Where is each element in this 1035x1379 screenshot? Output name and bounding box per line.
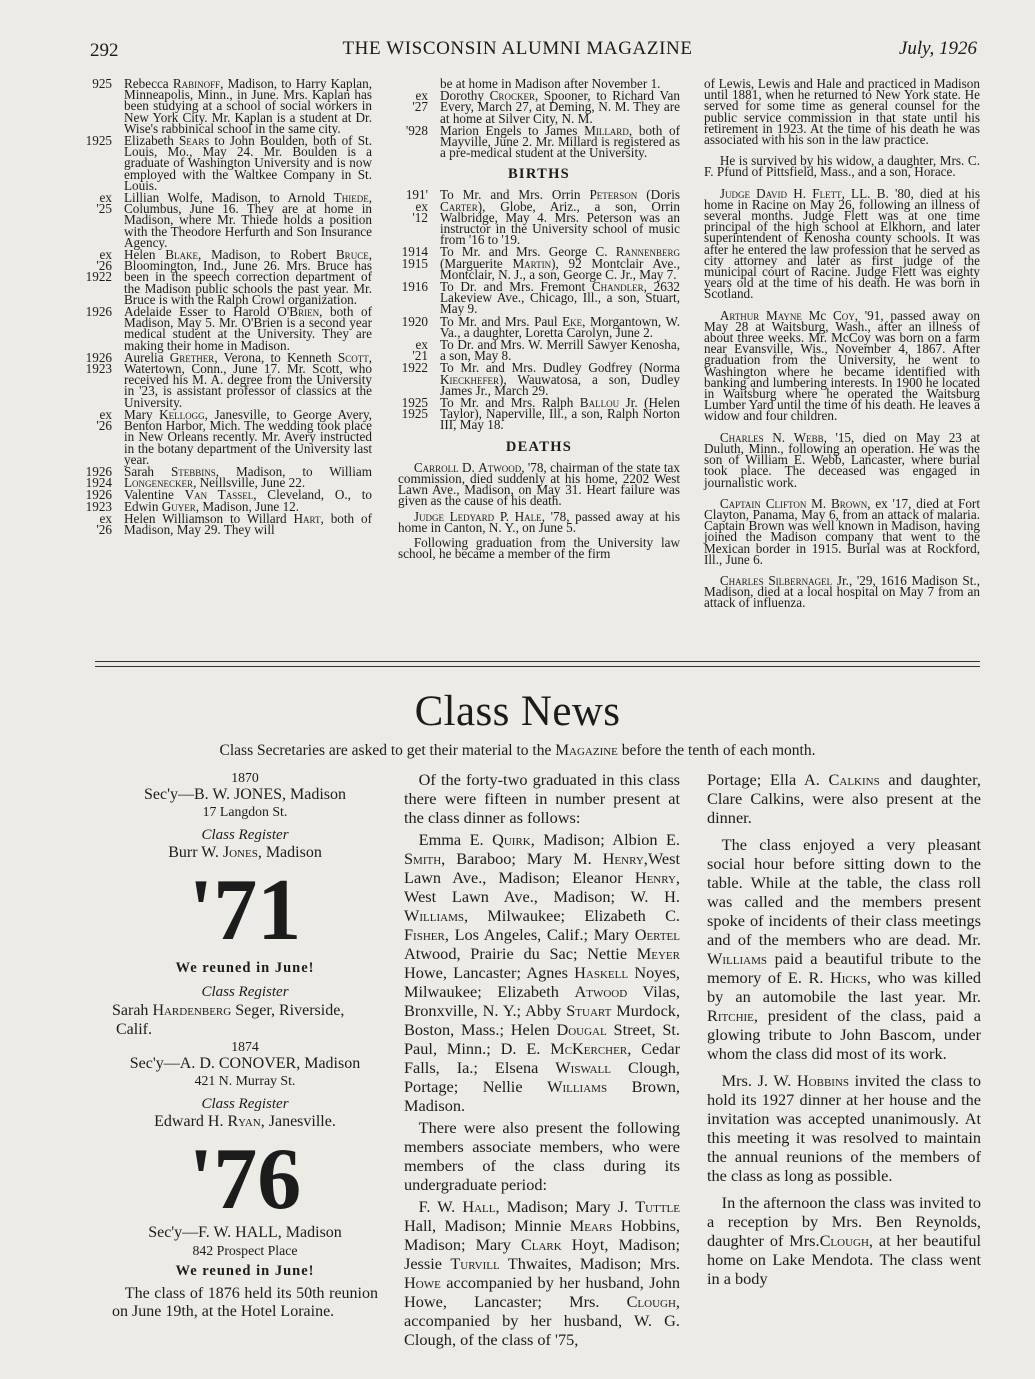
marriages-continued: [398, 76, 680, 161]
class-year: [82, 78, 124, 134]
marriage-entry: [82, 487, 372, 514]
entry-text: Sarah Stebbins, Madison, to William Longenecker, Neillsville, June 22.: [124, 463, 372, 491]
birth-entry: [398, 397, 680, 431]
year-label: ex '26: [96, 510, 112, 537]
marriage-entry: [82, 510, 372, 537]
marriage-entry: [82, 406, 372, 467]
class-year-71: '71: [188, 861, 302, 959]
class-year: [82, 349, 124, 408]
class-news-middle-column: [404, 770, 680, 1352]
year-label: '928: [405, 122, 428, 138]
class-year-1874: 1874: [231, 1039, 259, 1055]
birth-entry: [398, 281, 680, 315]
entry-text: To Mr. and Mrs. George C. Rannenberg (Marguerite Martin), 92 Montclair Ave., Montclair, N. J., a son, George C. Jr., May 7.: [440, 244, 680, 282]
birth-entry: [398, 337, 680, 364]
entry-text: Marion Engels to James Millard, both of Mayville, June 2. Mr. Millard is registered as a pre-medical student at the University.: [440, 122, 680, 161]
marriage-entry: [82, 135, 372, 191]
births-list: [398, 187, 680, 433]
secretary-1870: Sec'y—B. W. JONES, Madison: [143, 785, 346, 803]
deaths-heading: DEATHS: [505, 438, 573, 455]
year-label: 1923: [85, 498, 112, 514]
year-label: 1920: [401, 313, 428, 329]
death-notice: Carroll D. Atwood, '78, chairman of the state tax commission, died suddenly at his home, 2202 West Lawn Ave., Madison, on May 31. Heart failure was given as the cause of his death.: [398, 459, 680, 509]
year-label: 1926: [85, 349, 112, 365]
class-news-paragraph: Emma E. Quirk, Madison; Albion E. Smith, Baraboo; Mary M. Henry,West Lawn Ave., Madison; Eleanor Henry, West Lawn Ave., Madison; W. H. Williams, Milwaukee; Elizabeth C. Fisher, Los Angeles, Calif.; Mary Oertel Atwood, Prairie du Sac; Nettie Meyer Howe, Lancaster; Agnes Haskell Noyes, Milwaukee; Elizabeth Atwood Vilas, Bronxville, N. Y.; Abby Stuart Murdock, Boston, Mass.; Helen Dougal Street, St. Paul, Minn.; D. E. McKercher, Cedar Falls, Ia.; Elsena Wiswall Clough, Portage; Nellie Williams Brown, Madison.: [404, 830, 681, 1115]
class-register-column: [112, 770, 378, 1322]
entry-text: To Dr. and Mrs. W. Merrill Sawyer Kenosha, a son, May 8.: [440, 337, 680, 364]
page-number: 292: [90, 40, 119, 61]
entry-text: To Mr. and Mrs. Paul Eke, Morgantown, W. Va., a daughter, Loretta Carolyn, June 2.: [440, 313, 680, 340]
year-label: 1924: [85, 475, 112, 491]
entry-text: be at home in Madison after November 1.: [440, 76, 661, 91]
death-notice: Judge Ledyard P. Hale, '78, passed away at his home in Canton, N. Y., on June 5.: [398, 508, 681, 535]
death-notice: Following graduation from the University law school, he became a member of the firm: [398, 534, 680, 562]
section-divider: [95, 661, 980, 662]
issue-date: July, 1926: [898, 38, 977, 59]
marriage-entry: [82, 78, 372, 134]
class-year: [82, 487, 124, 514]
deaths-list: [398, 459, 681, 562]
entry-text: To Dr. and Mrs. Fremont Chandler, 2632 Lakeview Ave., Chicago, Ill., a son, Stuart, May 9.: [440, 279, 680, 317]
class-year: [398, 246, 440, 280]
class-news-paragraph: Portage; Ella A. Calkins and daughter, Clare Calkins, were also present at the dinner.: [707, 770, 982, 827]
class-year: [398, 281, 440, 315]
class-year: [82, 510, 124, 537]
class-year: [398, 397, 440, 431]
class-year: [82, 463, 124, 491]
entry-text: To Mr. and Mrs. Ralph Ballou Jr. (Helen Taylor), Naperville, Ill., a son, Ralph Norton III, May 18.: [440, 395, 680, 433]
class-year: [398, 122, 440, 159]
obituary-paragraph: of Lewis, Lewis and Hale and practiced in Madison until 1881, when he returned to New York state. He served for some time as general counsel for the public service commission in that state until his retirement in 1923. At the time of his death he was associated with his son in the law practice.: [704, 76, 980, 148]
secretary-1874: Sec'y—A. D. CONOVER, Madison: [129, 1054, 361, 1072]
obituary-paragraph: Charles N. Webb, '15, died on May 23 at Duluth, Minn., following an operation. He was the son of William E. Webb, Lancaster, where burial took place. The deceased was engaged in journalistic work.: [704, 429, 980, 490]
marriages-column: [82, 78, 372, 536]
obituaries-column: [704, 78, 980, 613]
birth-entry: [398, 246, 680, 280]
class-year: [82, 135, 124, 191]
class-year-1870: 1870: [231, 770, 259, 785]
obituary-paragraph: Charles Silbernagel Jr., '29, 1616 Madison St., Madison, died at a local hospital on May 7 from an attack of influenza.: [704, 572, 981, 611]
obituary-paragraph: Captain Clifton M. Brown, ex '17, died at Fort Clayton, Panama, May 6, from an attack of malaria. Captain Brown was well known in Madison, having joined the Madison company that went to the Mexican border in 1915. Burial was at Rockford, Ill., June 6.: [704, 495, 980, 567]
class-news-paragraph: Of the forty-two graduated in this class there were fifteen in number present at the class dinner as follows:: [404, 770, 680, 827]
year-label: ex '26: [96, 406, 112, 434]
year-label: 1922: [401, 360, 428, 376]
class-news-title: Class News: [414, 688, 621, 735]
year-label: 1915: [401, 255, 428, 271]
year-label: 1916: [401, 279, 428, 295]
marriage-entry: [82, 306, 372, 351]
year-label: 1925: [85, 133, 112, 149]
entry-text: Lillian Wolfe, Madison, to Arnold Thiede, Columbus, June 16. They are at home in Madison, where Mr. Thiede holds a position with the Theodore Herfurth and Son Insurance Agency.: [124, 190, 372, 250]
class-news-paragraph: There were also present the following members associate members, who were members of the class during its undergraduate period:: [404, 1118, 680, 1194]
entry-text: Adelaide Esser to Harold O'Brien, both of Madison, May 5. Mr. O'Brien is a second year medical student at the University. They are making their home in Madison.: [124, 304, 372, 353]
class-year: [82, 249, 124, 305]
year-label: 191': [405, 187, 428, 203]
entry-text: Helen Williamson to Willard Hart, both of Madison, May 29. They will: [124, 510, 372, 537]
class-year: [398, 362, 440, 396]
class-year: [398, 313, 440, 338]
year-label: ex '26: [96, 247, 112, 274]
class-year: [82, 192, 124, 248]
class-year: [398, 189, 440, 245]
class-year-76: '76: [188, 1130, 302, 1228]
year-label: ex '27: [412, 88, 428, 115]
class-year: [398, 90, 440, 124]
secretary-1876: Sec'y—F. W. HALL, Madison: [148, 1223, 342, 1241]
marriage-entry: [82, 192, 372, 248]
entry-text: To Mr. and Mrs. Orrin Peterson (Doris Carter), Globe, Ariz., a son, Orrin Walbridge, May 4. Mrs. Peterson was an instructor in the University school of music from '16 to '19.: [440, 187, 680, 248]
class-news-right-column: [707, 770, 981, 1291]
running-header: [0, 0, 1035, 70]
obituary-paragraph: Arthur Mayne Mc Coy, '91, passed away on May 28 at Waitsburg, Wash., after an illness of about three weeks. Mr. McCoy was born on a farm near Evansville, Wis., November 4, 1867. After graduation from the University, he went to Washington where he became identified with banking and lumbering interests. In 1900 he located in Waitsburg where he operated the Waitsburg Lumber Yard until the time of his death. He leaves a widow and four children.: [704, 307, 980, 424]
class-register-name: Edward H. Ryan, Janesville.: [154, 1113, 336, 1131]
year-label: 1926: [85, 304, 112, 320]
class-news-paragraph: The class enjoyed a very pleasant social hour before sitting down to the table. While at the table, the class roll was called and the members present spoke of incidents of their class meetings and of the members who are dead. Mr. Williams paid a beautiful tribute to the memory of E. R. Hicks, who was killed by an automobile the last year. Mr. Ritchie, president of the class, paid a glowing tribute to John Bascom, under whom the class did most of its work.: [707, 835, 982, 1063]
reunion-notice: We reuned in June!: [175, 1263, 315, 1280]
year-label: 1922: [85, 269, 112, 285]
year-label: 1926: [85, 463, 112, 479]
secretary-address-1874: 421 N. Murray St.: [194, 1073, 296, 1089]
year-label: 1925: [401, 406, 428, 422]
section-divider: [95, 666, 980, 667]
marriage-entry: [82, 249, 372, 305]
reunion-notice: We reuned in June!: [175, 959, 315, 976]
birth-entry: [398, 187, 680, 248]
reunion-paragraph: The class of 1876 held its 50th reunion on June 19th, at the Hotel Loraine.: [112, 1284, 378, 1321]
year-label: ex '21: [412, 337, 428, 364]
magazine-title: THE WISCONSIN ALUMNI MAGAZINE: [342, 38, 693, 59]
class-news-paragraph: In the afternoon the class was invited to a reception by Mrs. Ben Reynolds, daughter of Mrs.Clough, at her beautiful home on Lake Mendota. The class went in a body: [707, 1193, 981, 1288]
entry-text: Elizabeth Sears to John Boulden, both of St. Louis, Mo., May 24. Mr. Boulden is a graduate of Washington University and is now employed with the Waltkee Company in St. Louis.: [124, 133, 372, 193]
entry-text: Rebecca Rabinoff, Madison, to Harry Kaplan, Minneapolis, Minn., in June. Mrs. Kaplan has been studying at a school of social workers in New York City. Mr. Kaplan is a student at Dr. Wise's rabbinical school in the same city.: [124, 76, 373, 136]
entry-text: Valentine Van Tassel, Cleveland, O., to Edwin Guyer, Madison, June 12.: [124, 487, 372, 514]
year-label: 1923: [85, 361, 112, 377]
class-register-name: Burr W. Jones, Madison: [168, 844, 322, 862]
secretary-address-1876: 842 Prospect Place: [192, 1242, 298, 1258]
birth-entry: [398, 313, 680, 340]
births-heading: BIRTHS: [507, 166, 571, 183]
class-register-label: Class Register: [201, 826, 289, 843]
class-year: [398, 337, 440, 364]
entry-text: To Mr. and Mrs. Dudley Godfrey (Norma Kieckhefer), Wauwatosa, a son, Dudley James Jr., March 29.: [440, 360, 680, 398]
marriage-entry: [82, 349, 372, 410]
entry-text: Dorothy Crocker, Spooner, to Richard Van Every, March 27, at Deming, N. M. They are at home at Silver City, N. M.: [440, 88, 680, 126]
obituary-paragraph: He is survived by his widow, a daughter, Mrs. C. F. Pfund of Pittsfield, Mass., and a son, Horace.: [704, 153, 980, 180]
marriage-entry: [398, 122, 680, 161]
class-register-label: Class Register: [201, 984, 289, 1001]
year-label: 1914: [401, 244, 428, 260]
birth-entry: [398, 362, 680, 396]
year-label: 1926: [85, 487, 112, 503]
class-news-paragraph: Mrs. J. W. Hobbins invited the class to hold its 1927 dinner at her house and the invitation was accepted unanimously. At this meeting it was resolved to maintain the annual reunions of the members of the class as long as possible.: [707, 1071, 981, 1185]
year-label: 925: [92, 76, 112, 91]
marriage-entry: [398, 90, 680, 124]
entry-text: Mary Kellogg, Janesville, to George Avery, Benton Harbor, Mich. The wedding took place in New Orleans recently. Mr. Avery instructed in the botany department of the University last year.: [124, 406, 372, 467]
class-news-subtitle: Class Secretaries are asked to get their material to the Magazine before the tenth of each month.: [219, 742, 816, 759]
year-label: ex '25: [96, 190, 112, 217]
entry-text: Helen Blake, Madison, to Robert Bruce, Bloomington, Ind., June 26. Mrs. Bruce has been in the speech correction department of the Madison public schools the past year. Mr. Bruce is with the Ralph Crowl organization.: [124, 247, 372, 307]
year-label: 1925: [401, 395, 428, 411]
marriage-entry: [82, 463, 372, 491]
class-register-name: Sarah Hardenberg Seger, Riverside, Calif.: [112, 1001, 345, 1038]
births-deaths-column: [398, 78, 680, 563]
class-register-label: Class Register: [201, 1095, 289, 1112]
entry-text: Aurelia Grether, Verona, to Kenneth Scott, Watertown, Conn., June 17. Mr. Scott, who received his M. A. degree from the University in '23, is assistant professor of classics at the University.: [124, 349, 372, 410]
year-label: ex '12: [412, 198, 428, 225]
class-year: [82, 406, 124, 465]
obituary-paragraph: Judge David H. Flett, LL. B. '80, died at his home in Racine on May 26, following an illness of several months. Judge Flett was at one time principal of the high school at Elkhorn, and later superintendent of Kenosha county schools. It was after he entered the law profession that he served as city attorney and later as first judge of the municipal court of Racine. Judge Flett was eighty years old at the time of his death. He was born in Scotland.: [704, 185, 980, 302]
class-year: [82, 306, 124, 351]
class-news-paragraph: F. W. Hall, Madison; Mary J. Tuttle Hall, Madison; Minnie Mears Hobbins, Madison; Mary Clark Hoyt, Madison; Jessie Turvill Thwaites, Madison; Mrs. Howe accompanied by her husband, John Howe, Lancaster; Mrs. Clough, accompanied by her husband, W. G. Clough, of the class of '75,: [404, 1197, 680, 1349]
secretary-address-1870: 17 Langdon St.: [202, 804, 288, 820]
